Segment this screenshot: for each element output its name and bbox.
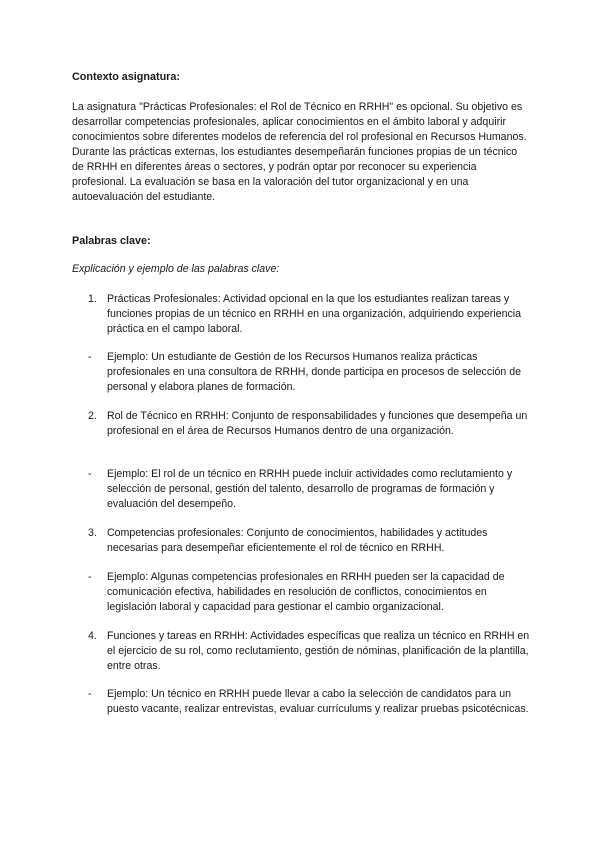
list-item-text: Funciones y tareas en RRHH: Actividades específicas que realiza un técnico en RRHH en el ejercicio de su rol, como reclutamiento, gestión de nóminas, planificación de la plantilla, entre otras.	[107, 630, 530, 672]
list-marker: -	[88, 468, 92, 480]
list-item-text: Ejemplo: Un técnico en RRHH puede llevar a cabo la selección de candidatos para un puesto vacante, realizar entrevistas, evaluar currículums y realizar pruebas psicotécnicas.	[107, 688, 529, 715]
list-marker: 1.	[88, 293, 97, 305]
list-marker: -	[88, 688, 92, 700]
list-item-text: Ejemplo: Algunas competencias profesionales en RRHH pueden ser la capacidad de comunicación efectiva, habilidades en resolución de conflictos, conocimientos en legislación laboral y capacidad para gestionar el cambio organizacional.	[107, 571, 505, 613]
list-item-text: Ejemplo: Un estudiante de Gestión de los Recursos Humanos realiza prácticas profesionales en una consultora de RRHH, donde participa en procesos de selección de personal y elabora planes de formación.	[107, 351, 521, 393]
keywords-heading: Palabras clave:	[72, 235, 151, 247]
list-marker: 4.	[88, 630, 97, 642]
list-marker: 3.	[88, 527, 97, 539]
keywords-subtitle: Explicación y ejemplo de las palabras clave:	[72, 263, 280, 275]
list-item-text: Competencias profesionales: Conjunto de conocimientos, habilidades y actitudes necesarias para desempeñar eficientemente el rol de técnico en RRHH.	[107, 527, 488, 554]
list-item-text: Prácticas Profesionales: Actividad opcional en la que los estudiantes realizan tareas y funciones propias de un técnico en RRHH en una organización, adquiriendo experiencia práctica en el campo laboral.	[107, 293, 522, 335]
list-item-text: Rol de Técnico en RRHH: Conjunto de responsabilidades y funciones que desempeña un profesional en el área de Recursos Humanos dentro de una organización.	[107, 410, 528, 437]
list-item-text: Ejemplo: El rol de un técnico en RRHH puede incluir actividades como reclutamiento y selección de personal, gestión del talento, desarrollo de programas de formación y evaluación del desempeño.	[107, 468, 513, 510]
context-paragraph: La asignatura "Prácticas Profesionales: el Rol de Técnico en RRHH" es opcional. Su objetivo es desarrollar competencias profesionales, aplicar conocimientos en el ámbito laboral y adquirir conocimientos sobre diferentes modelos de referencia del rol profesional en Recursos Humanos. Durante las prácticas externas, los estudiantes desempeñarán funciones propias de un técnico de RRHH en diferentes áreas o sectores, y podrán optar por reconocer su experiencia profesional. La evaluación se basa en la valoración del tutor organizacional y en una autoevaluación del estudiante.	[72, 101, 527, 203]
list-marker: -	[88, 571, 92, 583]
list-marker: -	[88, 351, 92, 363]
context-heading: Contexto asignatura:	[72, 71, 180, 83]
list-marker: 2.	[88, 410, 97, 422]
